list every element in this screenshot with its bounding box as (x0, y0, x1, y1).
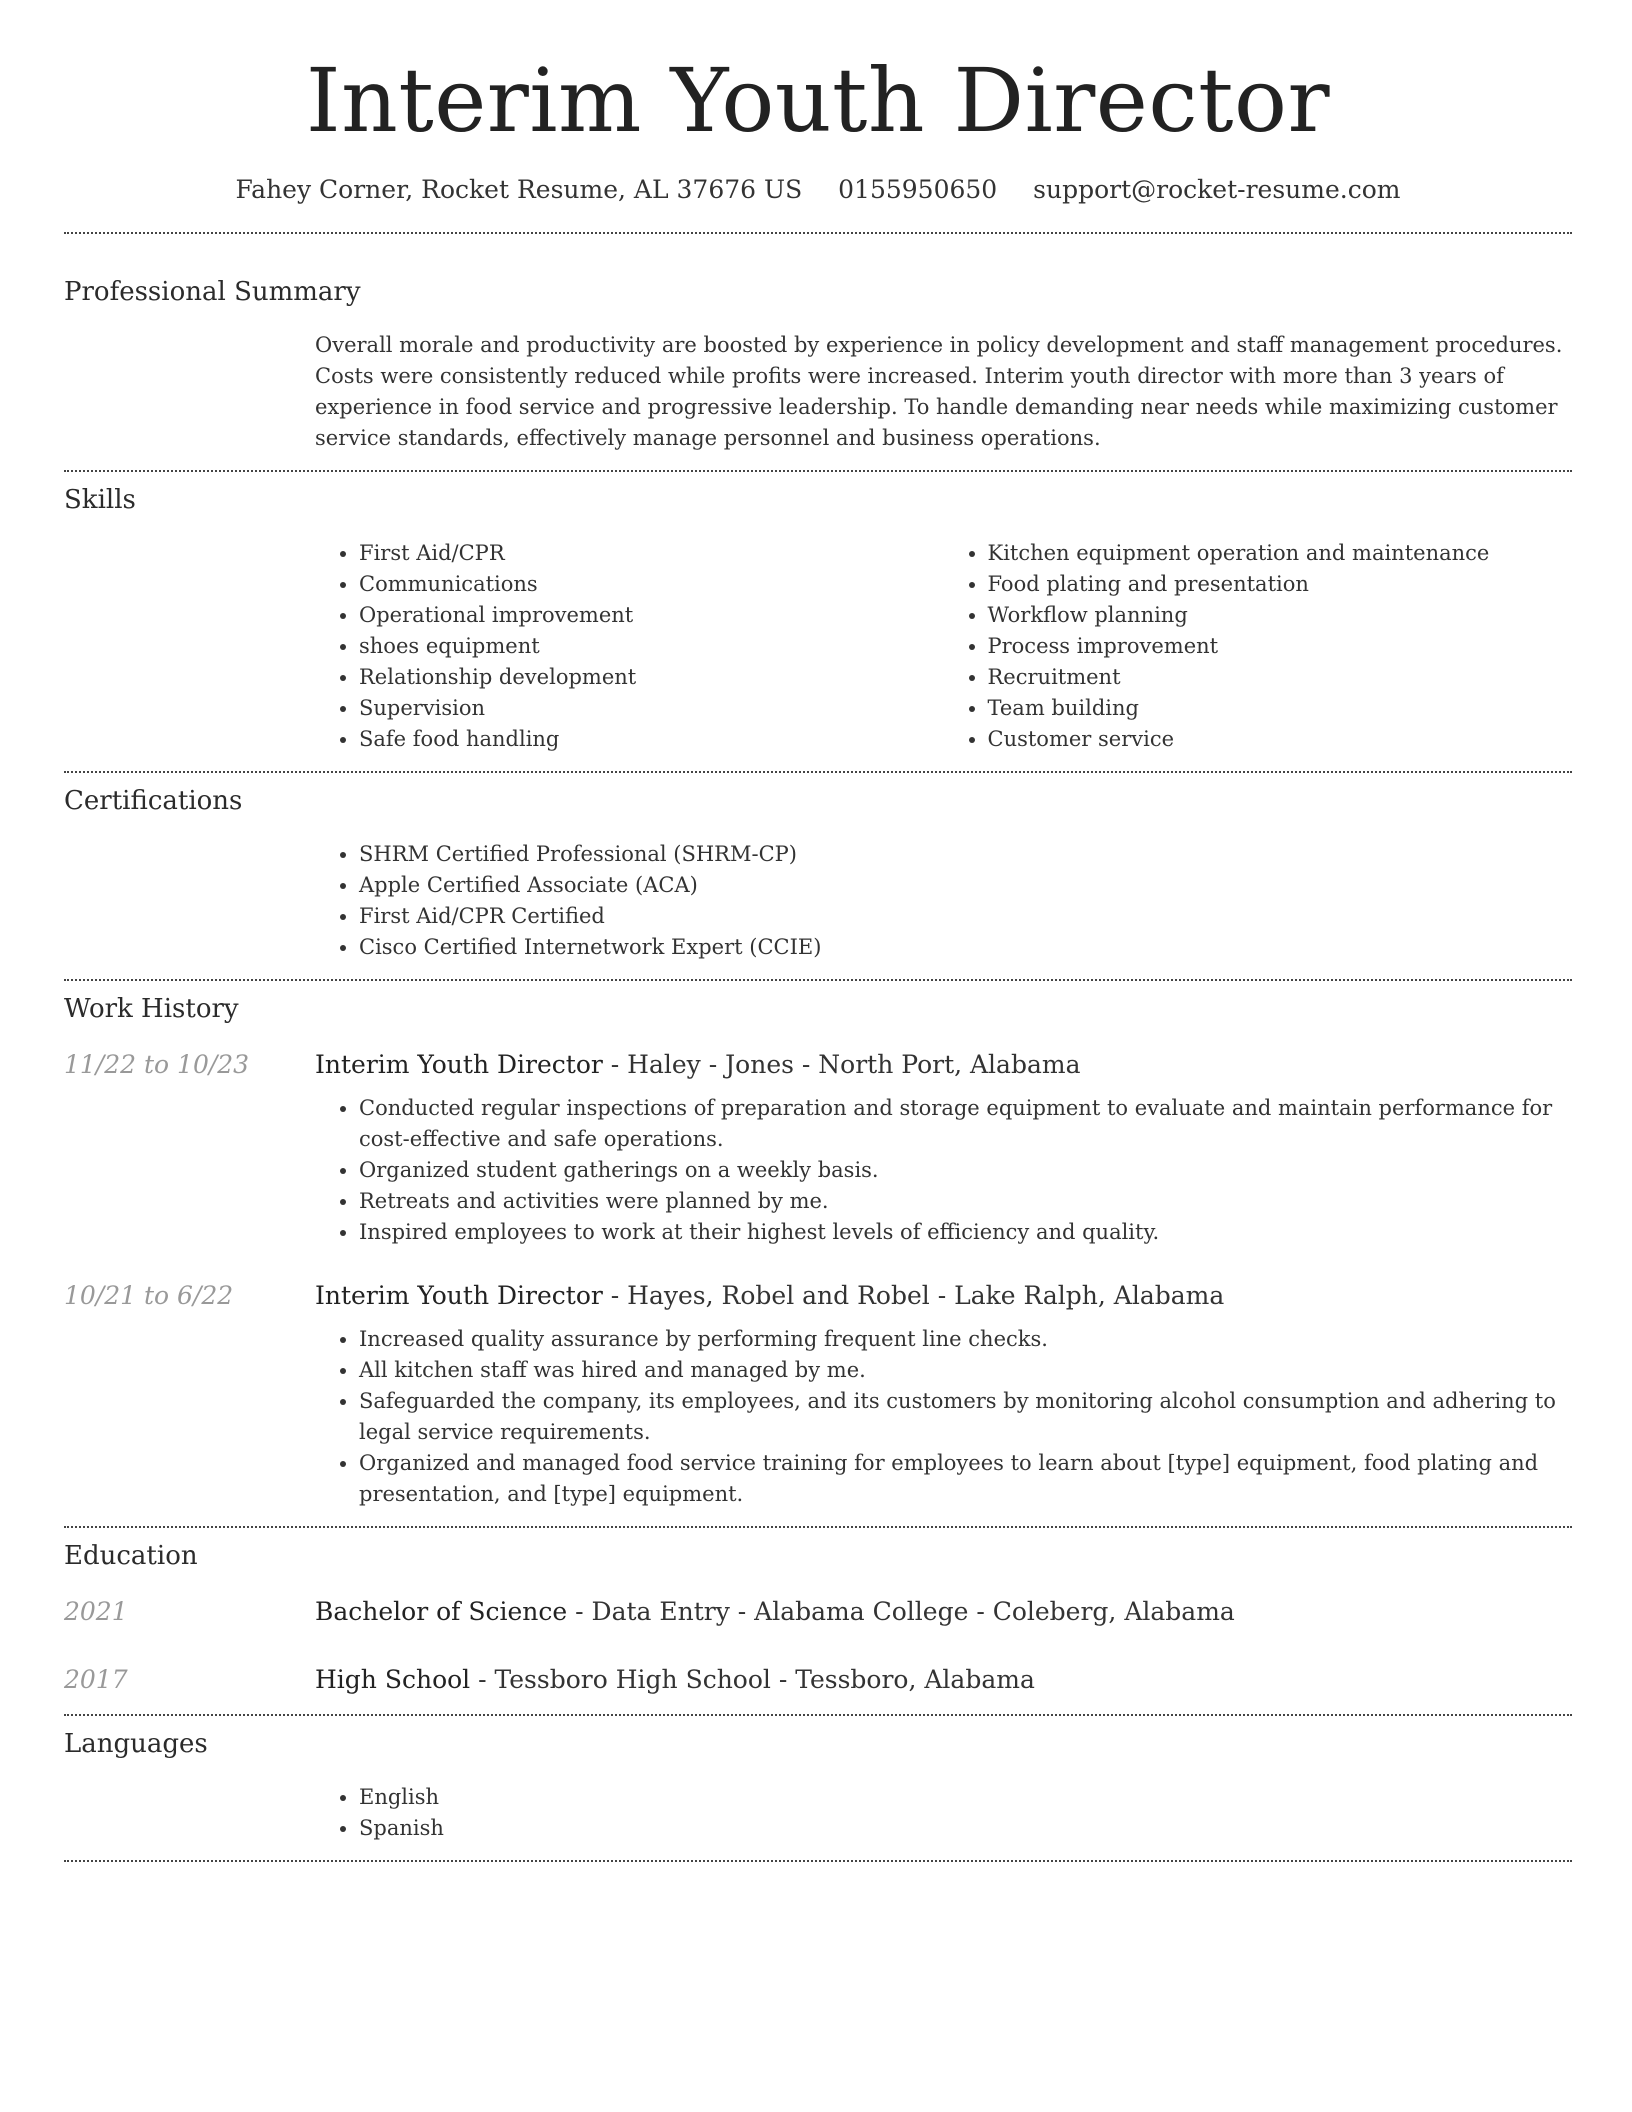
certifications-section (64, 783, 1572, 963)
list-item: • Workflow planning (988, 600, 1573, 631)
education-year: 2017 (64, 1665, 128, 1694)
summary-text: Overall morale and productivity are boosted by experience in policy development and staff management procedures. Costs were consistently reduced while profits were increased. Interim youth director with more than 3 years of experience in food service and progressive leadership. To handle demanding near needs while maximizing customer service standards, effectively manage personnel and business operations. (315, 333, 1563, 450)
education-degree: High School (315, 1665, 471, 1694)
languages-section (64, 1726, 1572, 1844)
list-item: • Relationship development (359, 662, 944, 693)
skills-section (64, 482, 1572, 755)
education-line (315, 1594, 1235, 1630)
education-entry (64, 1662, 1572, 1698)
education-year: 2021 (64, 1597, 128, 1626)
job-dates: 10/21 to 6/22 (64, 1281, 234, 1310)
list-item: • Spanish (359, 1813, 1572, 1844)
list-item: • SHRM Certified Professional (SHRM-CP) (359, 839, 1572, 870)
list-item: • Retreats and activities were planned by me. (359, 1186, 1572, 1217)
job-title-line (315, 1278, 1224, 1314)
skills-columns (315, 538, 1572, 755)
section-title-certifications: Certifications (64, 786, 243, 816)
list-item: • Operational improvement (359, 600, 944, 631)
education-entry (64, 1594, 1572, 1630)
list-item: • Apple Certified Associate (ACA) (359, 870, 1572, 901)
job-bullets-wrap (315, 1093, 1572, 1248)
list-item: • Increased quality assurance by performing frequent line checks. (359, 1324, 1572, 1355)
list-item: • shoes equipment (359, 631, 944, 662)
list-item: • Cisco Certified Internetwork Expert (CCIE) (359, 932, 1572, 963)
work-section (64, 991, 1572, 1510)
resume-page (64, 0, 1572, 1862)
job-bullets (315, 1324, 1572, 1510)
list-item: • Organized and managed food service training for employees to learn about [type] equipment, food plating and presentation, and [type] equipment. (359, 1448, 1572, 1510)
job-entry (64, 1278, 1572, 1510)
job-title-line (315, 1047, 1080, 1083)
list-item: • English (359, 1782, 1572, 1813)
skills-list-right (944, 538, 1573, 755)
contact-email: support@rocket-resume.com (1033, 175, 1401, 204)
job-role: Interim Youth Director (315, 1281, 603, 1310)
list-item: • Team building (988, 693, 1573, 724)
list-item: • Safeguarded the company, its employees, and its customers by monitoring alcohol consumption and adhering to legal service requirements. (359, 1386, 1572, 1448)
list-item: • Conducted regular inspections of preparation and storage equipment to evaluate and maintain performance for cost-effective and safe operations. (359, 1093, 1572, 1155)
divider (64, 1526, 1572, 1528)
resume-title: Interim Youth Director (305, 49, 1331, 152)
education-line (315, 1662, 1035, 1698)
contact-address: Fahey Corner, Rocket Resume, AL 37676 US (235, 175, 803, 204)
education-school: - Data Entry - Alabama College - Coleberg, Alabama (567, 1597, 1235, 1626)
certifications-list (315, 839, 1572, 963)
education-section (64, 1538, 1572, 1698)
contact-line (64, 172, 1572, 208)
list-item: • Food plating and presentation (988, 569, 1573, 600)
section-title-skills: Skills (64, 485, 136, 515)
list-item: • Supervision (359, 693, 944, 724)
list-item: • Kitchen equipment operation and maintenance (988, 538, 1573, 569)
job-employer: - Haley - Jones - North Port, Alabama (602, 1050, 1081, 1079)
divider (64, 1860, 1572, 1862)
list-item: • All kitchen staff was hired and managed by me. (359, 1355, 1572, 1386)
divider (64, 1714, 1572, 1716)
list-item: • Customer service (988, 724, 1573, 755)
job-header (64, 1278, 1572, 1314)
list-item: • Safe food handling (359, 724, 944, 755)
list-item: • First Aid/CPR (359, 538, 944, 569)
list-item: • Organized student gatherings on a weekly basis. (359, 1155, 1572, 1186)
divider (64, 771, 1572, 773)
list-item: • Recruitment (988, 662, 1573, 693)
job-entry (64, 1047, 1572, 1248)
list-item: • First Aid/CPR Certified (359, 901, 1572, 932)
education-school: - Tessboro High School - Tessboro, Alabama (470, 1665, 1035, 1694)
section-title-education: Education (64, 1541, 198, 1571)
divider (64, 232, 1572, 234)
job-dates: 11/22 to 10/23 (64, 1050, 250, 1079)
certifications-content (315, 839, 1572, 963)
job-bullets (315, 1093, 1572, 1248)
section-title-languages: Languages (64, 1729, 208, 1759)
section-title-summary: Professional Summary (64, 277, 361, 307)
skills-list-left (315, 538, 944, 755)
job-bullets-wrap (315, 1324, 1572, 1510)
education-degree: Bachelor of Science (315, 1597, 568, 1626)
contact-phone: 0155950650 (838, 175, 998, 204)
list-item: • Inspired employees to work at their highest levels of efficiency and quality. (359, 1217, 1572, 1248)
divider (64, 470, 1572, 472)
list-item: • Communications (359, 569, 944, 600)
list-item: • Process improvement (988, 631, 1573, 662)
divider (64, 979, 1572, 981)
job-employer: - Hayes, Robel and Robel - Lake Ralph, Alabama (602, 1281, 1225, 1310)
languages-content (315, 1782, 1572, 1844)
job-role: Interim Youth Director (315, 1050, 603, 1079)
job-header (64, 1047, 1572, 1083)
section-title-work: Work History (64, 994, 239, 1024)
languages-list (315, 1782, 1572, 1844)
summary-section (64, 274, 1572, 454)
